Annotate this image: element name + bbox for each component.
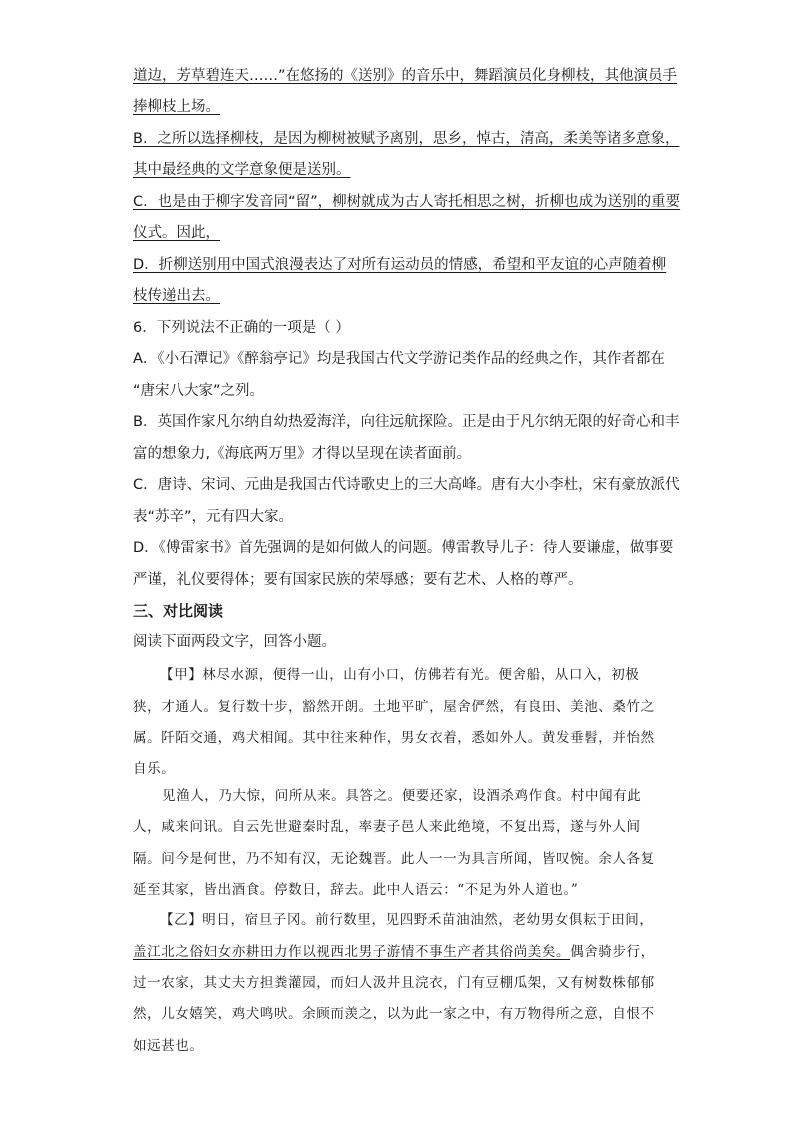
passage-jia-p1-line2: 狭，才通人。复行数十步，豁然开朗。土地平旷，屋舍俨然，有良田、美池、桑竹之 (133, 699, 655, 715)
q5-option-c-line1: C．也是由于柳字发音同“留”，柳树就成为古人寄托相思之树，折柳也成为送别的重要 (133, 194, 681, 210)
q6-option-b-line2: 富的想象力,《海底两万里》才得以呈现在读者面前。 (133, 446, 472, 462)
passage-yi-line4: 然，儿女嬉笑，鸡犬鸣吠。余顾而羡之，以为此一家之中，有万物得所之意，自恨不 (133, 1006, 655, 1022)
q5-option-b-line1: B．之所以选择柳枝，是因为柳树被赋予离别，思乡，悼古，清高，柔美等诸多意象， (133, 131, 680, 147)
q6-stem: 6．下列说法不正确的一项是（ ） (133, 320, 350, 336)
passage-jia-p2-line1: 见渔人，乃大惊，问所从来。具答之。便要还家，设酒杀鸡作食。村中闻有此 (162, 788, 642, 804)
q5-option-a-line2: 捧柳枝上场。 (133, 99, 220, 115)
section-instruction: 阅读下面两段文字，回答小题。 (133, 634, 336, 650)
q6-option-a-line1: A．《小石潭记》《醉翁亭记》均是我国古代文学游记类作品的经典之作，其作者都在 (133, 351, 665, 367)
passage-yi-line2 (133, 942, 655, 962)
passage-yi-underlined-sentence: 盖江北之俗妇女亦耕田力作以视西北男子游情不事生产者其俗尚美矣。 (133, 944, 571, 960)
passage-jia-p1-line1: 【甲】林尽水源，便得一山，山有小口，仿佛若有光。便舍船，从口入，初极 (160, 667, 640, 683)
passage-yi-line1: 【乙】明日，宿旦子冈。前行数里，见四野禾苗油油然，老幼男女俱耘于田间， (160, 912, 654, 928)
passage-jia-p2-line2: 人，咸来问讯。自云先世避秦时乱，率妻子邑人来此绝境，不复出焉，遂与外人间 (133, 819, 641, 835)
q5-option-c-line2: 仪式。因此， (133, 225, 220, 241)
passage-jia-p2-line4: 延至其家，皆出酒食。停数日，辞去。此中人语云：“不足为外人道也。” (133, 882, 579, 898)
q5-option-d-line1: D．折柳送别用中国式浪漫表达了对所有运动员的情感，希望和平友谊的心声随着柳 (133, 257, 667, 273)
q5-option-b-line2: 其中最经典的文学意象便是送别。 (133, 162, 351, 178)
q5-option-a-line1: 道边，芳草碧连天……”在悠扬的《送别》的音乐中，舞蹈演员化身柳枝，其他演员手 (133, 68, 678, 84)
q6-option-d-line2: 严谨，礼仪要得体；要有国家民族的荣辱感；要有艺术、人格的尊严。 (133, 572, 583, 588)
passage-jia-p1-line3: 属。阡陌交通，鸡犬相闻。其中往来种作，男女衣着，悉如外人。黄发垂髫，并怡然 (133, 730, 655, 746)
q6-option-b-line1: B．英国作家凡尔纳自幼热爱海洋，向往远航探险。正是由于凡尔纳无限的好奇心和丰 (133, 414, 680, 430)
q6-option-c-line2: 表“苏辛”，元有四大家。 (133, 509, 294, 525)
q5-option-d-line2: 枝传递出去。 (133, 288, 220, 304)
passage-yi-line5: 如远甚也。 (133, 1038, 204, 1054)
q6-option-a-line2: “唐宋八大家”之列。 (133, 383, 265, 399)
q6-option-d-line1: D．《傅雷家书》首先强调的是如何做人的问题。傅雷教导儿子：待人要谦虚，做事要 (133, 540, 674, 556)
section-heading: 三、对比阅读 (133, 602, 224, 620)
q6-option-c-line1: C．唐诗、宋词、元曲是我国古代诗歌史上的三大高峰。唐有大小李杜，宋有豪放派代 (133, 477, 680, 493)
passage-jia-p1-line4: 自乐。 (133, 761, 176, 777)
passage-yi-line3: 过一农家，其丈夫方担粪灌园，而妇人汲井且浣衣，门有豆棚瓜架，又有树数株郁郁 (133, 975, 655, 991)
passage-jia-p2-line3: 隔。问今是何世，乃不知有汉，无论魏晋。此人一一为具言所闻，皆叹惋。余人各复 (133, 851, 655, 867)
passage-yi-line2-tail: 偶舍骑步行， (570, 944, 655, 960)
